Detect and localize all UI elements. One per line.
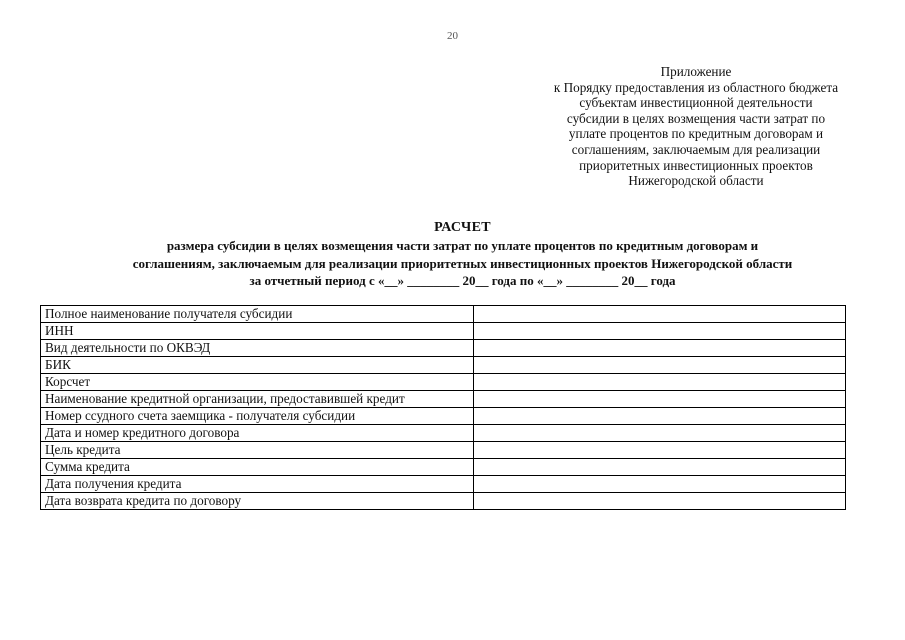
row-value-field[interactable] — [474, 408, 846, 425]
document-heading — [0, 219, 905, 290]
appendix-line: субсидии в целях возмещения части затрат по — [566, 110, 826, 126]
reporting-period-line: за отчетный период с «__» ________ 20__ года по «__» ________ 20__ года — [249, 273, 676, 288]
heading-line: размера субсидии в целях возмещения части затрат по уплате процентов по кредитным договорам и — [166, 238, 759, 253]
row-label: Вид деятельности по ОКВЭД — [41, 340, 474, 357]
table-row — [41, 493, 846, 510]
row-value-field[interactable] — [474, 306, 846, 323]
table-row — [41, 323, 846, 340]
row-value-field[interactable] — [474, 493, 846, 510]
row-label: Полное наименование получателя субсидии — [41, 306, 474, 323]
row-label: Сумма кредита — [41, 459, 474, 476]
row-label: Цель кредита — [41, 442, 474, 459]
row-label: Дата возврата кредита по договору — [41, 493, 474, 510]
table-row — [41, 459, 846, 476]
table-row — [41, 391, 846, 408]
row-label: Номер ссудного счета заемщика - получателя субсидии — [41, 408, 474, 425]
row-value-field[interactable] — [474, 357, 846, 374]
row-value-field[interactable] — [474, 442, 846, 459]
row-label: Дата и номер кредитного договора — [41, 425, 474, 442]
row-value-field[interactable] — [474, 476, 846, 493]
appendix-block — [520, 64, 872, 189]
appendix-line: к Порядку предоставления из областного бюджета — [553, 79, 839, 95]
row-value-field[interactable] — [474, 374, 846, 391]
appendix-line: уплате процентов по кредитным договорам и — [568, 126, 824, 142]
table-row — [41, 425, 846, 442]
row-value-field[interactable] — [474, 391, 846, 408]
table-row — [41, 357, 846, 374]
row-label: Корсчет — [41, 374, 474, 391]
appendix-line: соглашениям, заключаемым для реализации — [571, 141, 821, 157]
row-value-field[interactable] — [474, 459, 846, 476]
row-label: БИК — [41, 357, 474, 374]
appendix-line: субъектам инвестиционной деятельности — [579, 95, 813, 111]
row-value-field[interactable] — [474, 340, 846, 357]
row-value-field[interactable] — [474, 323, 846, 340]
row-value-field[interactable] — [474, 425, 846, 442]
document-title: РАСЧЕТ — [434, 220, 491, 235]
table-row — [41, 442, 846, 459]
table-row — [41, 476, 846, 493]
subsidy-form-table — [40, 305, 846, 510]
table-row — [41, 340, 846, 357]
table-row — [41, 306, 846, 323]
row-label: ИНН — [41, 323, 474, 340]
page-number: 20 — [447, 30, 458, 42]
table-row — [41, 408, 846, 425]
appendix-line: Нижегородской области — [628, 173, 764, 189]
row-label: Наименование кредитной организации, предоставившей кредит — [41, 391, 474, 408]
table-row — [41, 374, 846, 391]
appendix-line: приоритетных инвестиционных проектов — [579, 157, 813, 173]
heading-line: соглашениям, заключаемым для реализации приоритетных инвестиционных проектов Нижегородской области — [132, 255, 793, 271]
appendix-line: Приложение — [660, 64, 732, 79]
row-label: Дата получения кредита — [41, 476, 474, 493]
